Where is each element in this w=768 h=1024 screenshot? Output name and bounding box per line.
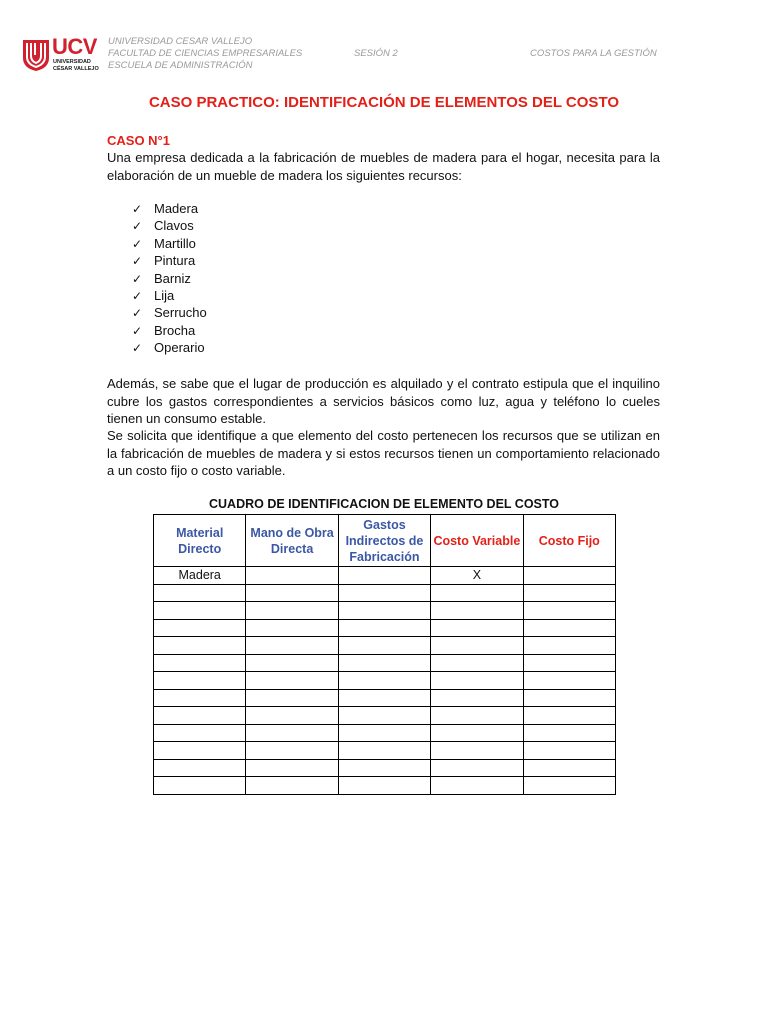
table-cell [523,742,615,760]
institution-lines [108,36,302,72]
table-cell [523,759,615,777]
table-cell [246,759,338,777]
table-row [154,602,616,620]
checkmark-icon: ✓ [132,219,143,234]
ucv-logo [22,36,112,76]
table-row [154,619,616,637]
table-cell [338,584,430,602]
table-cell [523,777,615,795]
logo-subtitle-line: CÉSAR VALLEJO [53,65,99,72]
document-title: CASO PRACTICO: IDENTIFICACIÓN DE ELEMENTOS DEL COSTO [148,94,620,111]
resource-label: Martillo [154,235,196,251]
checkmark-icon: ✓ [132,202,143,216]
logo-subtitle [53,59,99,72]
table-cell [431,724,523,742]
table-cell [431,707,523,725]
table-row [154,707,616,725]
resource-label: Pintura [154,253,196,269]
table-row [154,777,616,795]
table-cell [246,724,338,742]
checkmark-icon: ✓ [132,236,143,251]
table-header-row [154,515,616,567]
table-cell [246,619,338,637]
table-cell [523,567,615,585]
table-row [154,584,616,602]
header-gastos-indirectos: Gastos Indirectos de Fabricación [338,515,430,567]
list-item [132,235,207,252]
table-cell [338,742,430,760]
cost-identification-table [153,514,616,795]
table-cell [246,707,338,725]
list-item [132,200,207,217]
table-cell [154,707,246,725]
resource-label: Clavos [154,218,194,234]
table-cell: X [431,567,523,585]
list-item [132,270,207,287]
instruction-paragraph: Se solicita que identifique a que elemento del costo pertenecen los recursos que se utilizan en la fabricación de muebles de madera y si estos recursos tienen un comportamiento relacionado a un costo fijo o costo variable. [107,428,660,478]
table-cell [246,637,338,655]
table-cell [338,759,430,777]
header-material-directo: Material Directo [154,515,246,567]
table-cell [246,602,338,620]
table-cell [523,619,615,637]
table-cell [431,619,523,637]
table-row [154,689,616,707]
table-body [154,567,616,795]
resource-label: Barniz [154,270,191,286]
table-row [154,672,616,690]
table-cell [431,584,523,602]
resource-label: Operario [154,340,205,356]
table-cell [523,654,615,672]
logo-wordmark: UCV [52,34,97,59]
table-cell [431,777,523,795]
resource-list [132,200,207,357]
table-cell [154,672,246,690]
table-cell [154,724,246,742]
list-item [132,287,207,304]
logo-subtitle-line: UNIVERSIDAD [53,59,91,65]
table-cell [523,689,615,707]
table-cell [246,654,338,672]
table-cell [431,602,523,620]
table-cell [154,689,246,707]
resource-label: Madera [154,201,199,216]
table-cell [431,759,523,777]
table-cell [154,654,246,672]
table-row [154,567,616,585]
table-cell [246,584,338,602]
table-cell [154,742,246,760]
table-cell [431,637,523,655]
table-cell [523,637,615,655]
table-cell [338,619,430,637]
table-cell [523,584,615,602]
table-row [154,724,616,742]
intro-paragraph: Una empresa dedicada a la fabricación de muebles de madera para el hogar, necesita para la elaboración de un mueble de madera los siguientes recursos: [107,150,660,183]
table-row [154,759,616,777]
checkmark-icon: ✓ [132,254,143,269]
table-cell [338,689,430,707]
list-item [132,252,207,269]
table-cell [338,637,430,655]
list-item [132,304,207,321]
university-name: UNIVERSIDAD CESAR VALLEJO [108,36,253,47]
resource-label: Serrucho [154,305,207,321]
table-cell [154,619,246,637]
course-name: COSTOS PARA LA GESTIÓN [530,48,657,59]
list-item [132,322,207,339]
table-cell [338,707,430,725]
header-mano-obra-directa: Mano de Obra Directa [246,515,338,567]
table-cell [431,654,523,672]
checkmark-icon: ✓ [132,288,143,303]
table-cell [154,777,246,795]
table-cell [154,602,246,620]
table-row [154,742,616,760]
table-caption: CUADRO DE IDENTIFICACION DE ELEMENTO DEL COSTO [208,497,560,511]
ucv-shield-icon [22,38,50,72]
table-cell [523,672,615,690]
table-cell [523,707,615,725]
table-cell [338,602,430,620]
header-costo-variable: Costo Variable [431,515,523,567]
table-cell [246,777,338,795]
table-cell [154,584,246,602]
table-cell [338,654,430,672]
table-cell [431,742,523,760]
table-cell [523,724,615,742]
checkmark-icon: ✓ [132,323,143,338]
table-cell [338,672,430,690]
resource-label: Lija [154,287,175,303]
table-cell [338,777,430,795]
case-title: CASO N°1 [107,133,170,148]
school-name: ESCUELA DE ADMINISTRACIÓN [108,60,253,71]
table-cell [246,742,338,760]
checkmark-icon: ✓ [132,271,143,286]
table-cell [431,672,523,690]
table-row [154,637,616,655]
resource-label: Brocha [154,322,196,338]
table-cell [523,602,615,620]
checkmark-icon: ✓ [132,306,143,321]
table-cell [246,689,338,707]
table-cell [338,724,430,742]
header-costo-fijo: Costo Fijo [523,515,615,567]
table-cell [246,567,338,585]
table-cell [246,672,338,690]
table-cell: Madera [154,567,246,585]
faculty-name: FACULTAD DE CIENCIAS EMPRESARIALES [108,48,303,59]
table-cell [154,759,246,777]
session-label: SESIÓN 2 [354,48,398,59]
table-cell [338,567,430,585]
context-paragraph: Además, se sabe que el lugar de producción es alquilado y el contrato estipula que el inquilino cubre los gastos correspondientes a servicios básicos como luz, agua y teléfono lo cueles tienen un consumo estable. [107,376,660,426]
table-row [154,654,616,672]
table-cell [154,637,246,655]
table-cell [431,689,523,707]
checkmark-icon: ✓ [132,341,143,356]
list-item [132,217,207,234]
list-item [132,339,207,356]
page-header [22,34,752,80]
